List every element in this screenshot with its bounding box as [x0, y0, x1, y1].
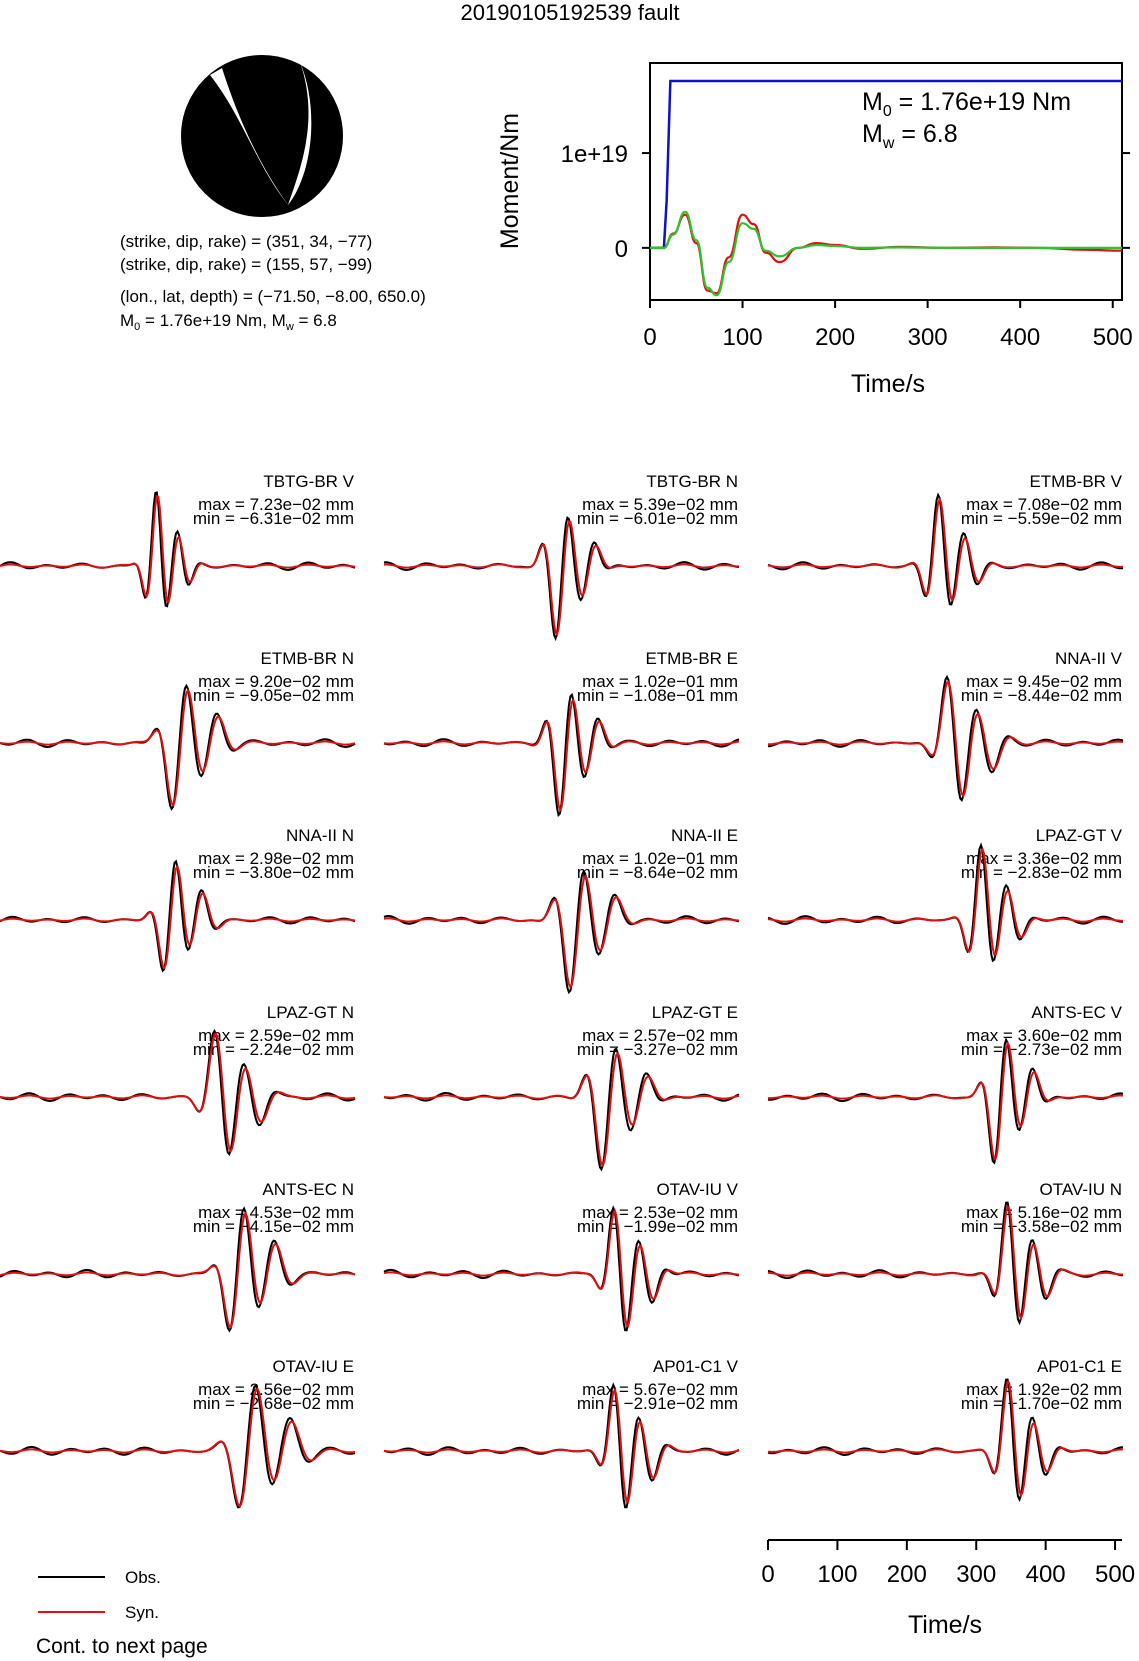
- station-max: max = 5.39e−02 mm: [582, 495, 738, 514]
- station-max: max = 5.16e−02 mm: [966, 1203, 1122, 1222]
- synthetic-trace: [0, 690, 355, 805]
- station-max: max = 1.92e−02 mm: [966, 1380, 1122, 1399]
- station-max: max = 3.60e−02 mm: [966, 1026, 1122, 1045]
- station-min: min = −3.27e−02 mm: [576, 1040, 738, 1059]
- station-max: max = 1.02e−01 mm: [582, 672, 738, 691]
- legend: [38, 1568, 161, 1622]
- bottom-xlabel: Time/s: [907, 1611, 983, 1639]
- continue-note: Cont. to next page: [36, 1635, 208, 1658]
- station-name: LPAZ-GT V: [1035, 826, 1122, 845]
- station-min: min = −6.31e−02 mm: [192, 509, 354, 528]
- moment-line: $M_0 = 1.76e+19$ Nm, $M_w = 6.8$: [120, 311, 337, 333]
- station-max: max = 2.59e−02 mm: [198, 1026, 354, 1045]
- bottom-xtick-label: 100: [817, 1561, 858, 1588]
- station-min: min = −2.24e−02 mm: [192, 1040, 354, 1059]
- beachball-info: [120, 232, 426, 333]
- station-min: min = −6.01e−02 mm: [576, 509, 738, 528]
- station-name: NNA-II V: [1054, 649, 1122, 668]
- station-name: LPAZ-GT N: [266, 1003, 354, 1022]
- mw-annotation: $M_w = 6.8$: [862, 120, 958, 152]
- observed-trace: [384, 695, 739, 815]
- station-max: max = 5.67e−02 mm: [582, 1380, 738, 1399]
- waveform-panel: [0, 649, 355, 809]
- station-name: TBTG-BR N: [646, 472, 738, 491]
- station-min: min = −1.70e−02 mm: [960, 1394, 1122, 1413]
- station-min: min = −1.08e−01 mm: [576, 686, 738, 705]
- legend-obs-label: Obs.: [125, 1568, 161, 1587]
- station-name: ETMB-BR N: [260, 649, 354, 668]
- station-max: max = 9.20e−02 mm: [198, 672, 354, 691]
- station-min: min = −4.15e−02 mm: [192, 1217, 354, 1236]
- station-name: ANTS-EC V: [1031, 1003, 1122, 1022]
- waveform-panel: [0, 472, 355, 606]
- waveform-panel: [384, 1003, 739, 1169]
- waveform-panel: [384, 1180, 739, 1330]
- waveform-panel: [0, 826, 355, 971]
- station-min: min = −2.91e−02 mm: [576, 1394, 738, 1413]
- bottom-xtick-label: 500: [1095, 1561, 1136, 1588]
- station-name: ANTS-EC N: [262, 1180, 354, 1199]
- station-min: min = −2.73e−02 mm: [960, 1040, 1122, 1059]
- station-min: min = −3.80e−02 mm: [192, 863, 354, 882]
- moment-xtick-label: 100: [722, 324, 763, 351]
- station-max: max = 2.56e−02 mm: [198, 1380, 354, 1399]
- station-min: min = −9.05e−02 mm: [192, 686, 354, 705]
- moment-xtick-label: 0: [643, 324, 657, 351]
- station-min: min = −3.58e−02 mm: [960, 1217, 1122, 1236]
- moment-xtick-label: 300: [907, 324, 948, 351]
- bottom-xtick-label: 0: [761, 1561, 775, 1588]
- station-max: max = 7.08e−02 mm: [966, 495, 1122, 514]
- station-name: NNA-II N: [286, 826, 354, 845]
- station-max: max = 4.53e−02 mm: [198, 1203, 354, 1222]
- beachball: [182, 56, 342, 216]
- moment-series-1: [650, 215, 1122, 294]
- waveform-panel: [768, 826, 1123, 961]
- station-max: max = 9.45e−02 mm: [966, 672, 1122, 691]
- waveform-panel: [384, 649, 739, 815]
- waveform-panel: [768, 1180, 1123, 1323]
- waveform-panel: [768, 1003, 1123, 1163]
- station-name: OTAV-IU E: [272, 1357, 354, 1376]
- bottom-xtick-label: 400: [1025, 1561, 1066, 1588]
- moment-xtick-label: 400: [1000, 324, 1041, 351]
- station-min: min = −8.44e−02 mm: [960, 686, 1122, 705]
- moment-ylabel: Moment/Nm: [496, 112, 524, 250]
- observed-trace: [384, 518, 739, 639]
- synthetic-trace: [384, 1054, 739, 1166]
- synthetic-trace: [0, 867, 355, 968]
- moment-xtick-label: 200: [815, 324, 856, 351]
- nodal-plane-2: (strike, dip, rake) = (155, 57, −99): [120, 255, 373, 274]
- bottom-time-axis: [761, 1540, 1135, 1588]
- m0-annotation: $M_0 = 1.76e+19$ Nm: [862, 88, 1072, 120]
- waveform-panel: [384, 826, 739, 992]
- synthetic-trace: [384, 876, 739, 987]
- waveform-grid: [0, 472, 1123, 1507]
- waveform-panel: [0, 1357, 355, 1507]
- station-name: TBTG-BR V: [263, 472, 354, 491]
- waveform-panel: [768, 649, 1123, 800]
- station-min: min = −8.64e−02 mm: [576, 863, 738, 882]
- synthetic-trace: [768, 1044, 1123, 1159]
- moment-rate-plot: [496, 63, 1133, 398]
- station-name: OTAV-IU N: [1039, 1180, 1122, 1199]
- waveform-panel: [768, 472, 1123, 604]
- bottom-xtick-label: 200: [886, 1561, 927, 1588]
- waveform-panel: [0, 1003, 355, 1154]
- station-max: max = 2.98e−02 mm: [198, 849, 354, 868]
- station-min: min = −2.83e−02 mm: [960, 863, 1122, 882]
- moment-xtick-label: 500: [1092, 324, 1133, 351]
- moment-series-2: [650, 212, 1122, 295]
- station-min: min = −1.99e−02 mm: [576, 1217, 738, 1236]
- waveform-panel: [384, 472, 739, 638]
- figure-title: 20190105192539 fault: [460, 0, 680, 25]
- station-name: OTAV-IU V: [656, 1180, 738, 1199]
- location-line: (lon., lat, depth) = (−71.50, −8.00, 650.0): [120, 287, 426, 306]
- station-name: AP01-C1 V: [652, 1357, 738, 1376]
- station-max: max = 2.53e−02 mm: [582, 1203, 738, 1222]
- moment-ytick-label: 1e+19: [560, 141, 628, 169]
- waveform-panel: [768, 1357, 1123, 1500]
- nodal-plane-1: (strike, dip, rake) = (351, 34, −77): [120, 232, 373, 251]
- moment-xlabel: Time/s: [850, 370, 926, 398]
- waveform-panel: [384, 1357, 739, 1507]
- station-max: max = 3.36e−02 mm: [966, 849, 1122, 868]
- station-min: min = −5.59e−02 mm: [960, 509, 1122, 528]
- station-name: ETMB-BR E: [645, 649, 738, 668]
- legend-syn-label: Syn.: [125, 1603, 160, 1622]
- station-max: max = 1.02e−01 mm: [582, 849, 738, 868]
- bottom-xtick-label: 300: [956, 1561, 997, 1588]
- station-name: LPAZ-GT E: [651, 1003, 738, 1022]
- station-max: max = 7.23e−02 mm: [198, 495, 354, 514]
- station-name: NNA-II E: [670, 826, 738, 845]
- station-max: max = 2.57e−02 mm: [582, 1026, 738, 1045]
- moment-ytick-label: 0: [614, 235, 628, 263]
- observed-trace: [384, 1049, 739, 1170]
- station-name: ETMB-BR V: [1029, 472, 1122, 491]
- waveform-panel: [0, 1180, 355, 1331]
- station-name: AP01-C1 E: [1036, 1357, 1122, 1376]
- station-min: min = −2.68e−02 mm: [192, 1394, 354, 1413]
